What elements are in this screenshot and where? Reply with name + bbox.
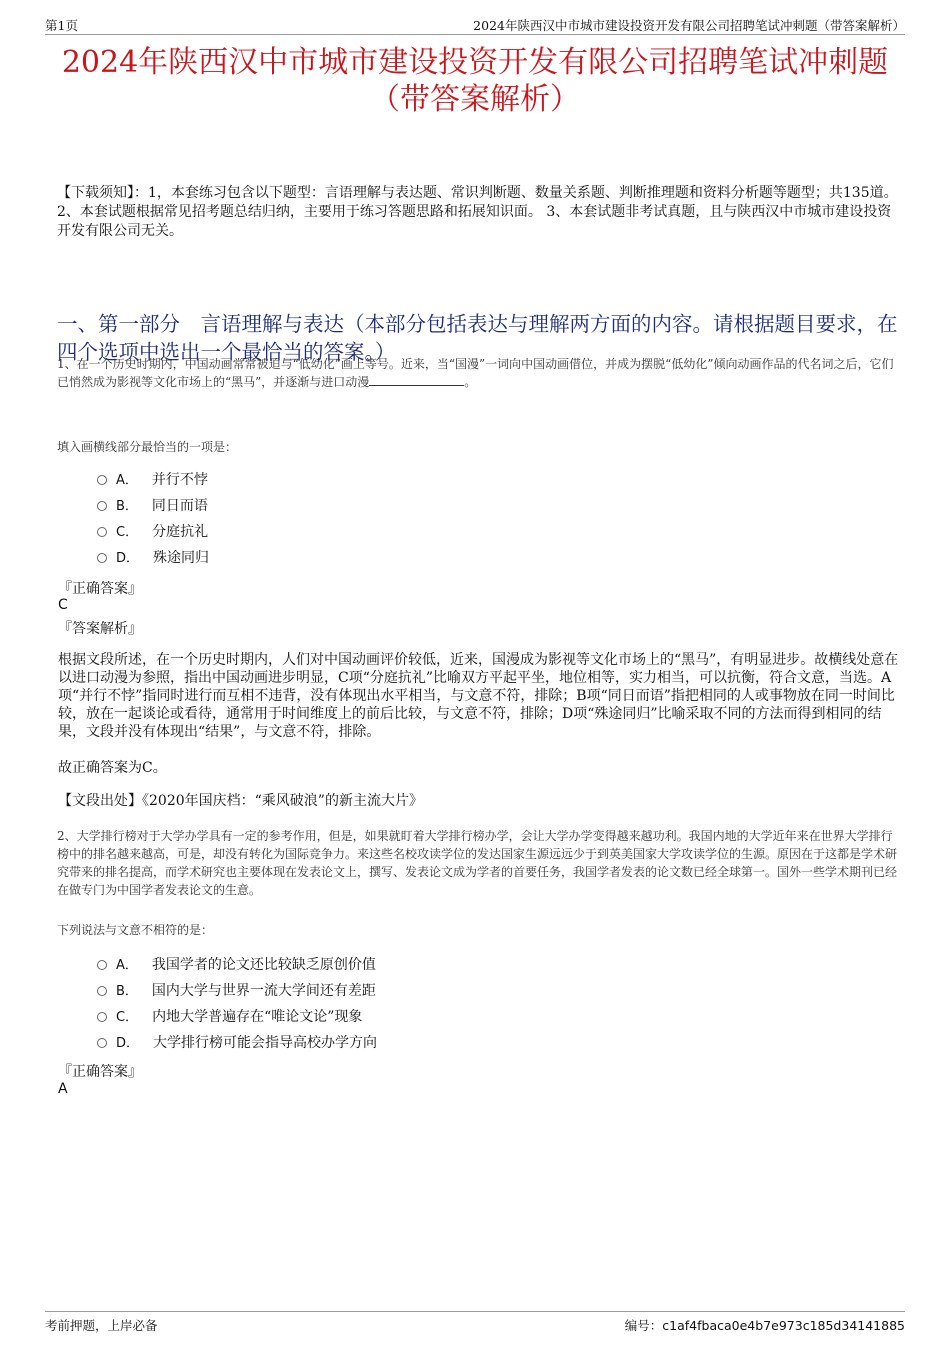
q1-option-a[interactable] xyxy=(97,470,208,490)
footer-code xyxy=(625,1316,905,1334)
option-letter: B． xyxy=(116,499,138,514)
title-line-1: 2024年陕西汉中市城市建设投资开发有限公司招聘笔试冲刺题 xyxy=(61,45,889,80)
question-1-text xyxy=(57,355,902,391)
q2-answer: A xyxy=(58,1081,68,1097)
q2-option-d[interactable] xyxy=(97,1033,377,1053)
radio-icon[interactable] xyxy=(97,1012,107,1022)
document-title xyxy=(40,44,910,118)
q1-answer-label: 『正确答案』 xyxy=(58,581,142,597)
q1-source: 【文段出处】《2020年国庆档：“乘风破浪”的新主流大片》 xyxy=(58,793,423,809)
q1-conclusion: 故正确答案为C。 xyxy=(58,760,167,776)
footer-code-label: 编号： xyxy=(624,1318,663,1333)
download-notice: 【下载须知】：1，本套练习包含以下题型：言语理解与表达题、常识判断题、数量关系题、判断推理题和资料分析题等题型；共135道。 2、本套试题根据常见招考题总结归纳，主要用于练习答题思路和拓展知识面。 3、本套试题非考试真题，且与陕西汉中市城市建设投资开发有限公司无关。 xyxy=(57,185,898,239)
option-letter: A． xyxy=(116,473,138,488)
answer-blank xyxy=(369,373,464,386)
question-2-prompt: 下列说法与文意不相符的是： xyxy=(57,923,214,937)
option-letter: D． xyxy=(116,551,140,566)
section-heading: 一、第一部分 言语理解与表达（本部分包括表达与理解两方面的内容。请根据题目要求，在四个选项中选出一个最恰当的答案。） xyxy=(57,312,898,364)
q1-answer: C xyxy=(58,597,68,613)
q1-analysis: 根据文段所述，在一个历史时期内，人们对中国动画评价较低，近来，国漫成为影视等文化市场上的“黑马”，有明显进步。故横线处意在以进口动漫为参照，指出中国动画进步明显，C项“分庭抗礼”比喻双方平起平坐，地位相等，实力相当，可以抗衡，符合文意，当选。A项“并行不悖”指同时进行而互相不违背，没有体现出水平相当，与文意不符，排除；B项“同日而语”指把相同的人或事物放在同一时间比较，放在一起谈论或看待，通常用于时间维度上的前后比较，与文意不符，排除；D项“殊途同归”比喻采取不同的方法而得到相同的结果，文段并没有体现出“结果”，与文意不符，排除。 xyxy=(58,652,899,740)
q1-option-c[interactable] xyxy=(97,522,208,542)
question-2-text: 2、大学排行榜对于大学办学具有一定的参考作用，但是，如果就盯着大学排行榜办学，会让大学办学变得越来越功利。我国内地的大学近年来在世界大学排行榜中的排名越来越高，可是，却没有转化为国际竞争力。来这些名校攻读学位的发达国家生源远远少于到英美国家大学攻读学位的生源。原因在于这都是学术研究带来的排名提高，而学术研究也主要体现在发表论文上，撰写、发表论文成为学者的首要任务，我国学者发表的论文数已经全球第一。国外一些学术期刊已经在做专门为中国学者发表论文的生意。 xyxy=(57,829,898,897)
radio-icon[interactable] xyxy=(97,553,107,563)
page-header xyxy=(45,14,905,35)
option-letter: C． xyxy=(116,1010,139,1025)
question-1-end: 。 xyxy=(464,375,477,389)
option-letter: B． xyxy=(116,984,138,999)
option-text: 并行不悖 xyxy=(151,472,208,488)
radio-icon[interactable] xyxy=(97,475,107,485)
q2-option-a[interactable] xyxy=(97,955,376,975)
option-text: 我国学者的论文还比较缺乏原创价值 xyxy=(151,957,376,973)
q1-analysis-label: 『答案解析』 xyxy=(58,621,142,637)
option-text: 殊途同归 xyxy=(153,550,210,566)
radio-icon[interactable] xyxy=(97,1038,107,1048)
option-text: 大学排行榜可能会指导高校办学方向 xyxy=(153,1035,378,1051)
option-text: 国内大学与世界一流大学间还有差距 xyxy=(151,983,376,999)
option-letter: D． xyxy=(116,1036,140,1051)
q2-option-c[interactable] xyxy=(97,1007,362,1027)
q1-option-b[interactable] xyxy=(97,496,208,516)
q1-option-d[interactable] xyxy=(97,548,209,568)
page-number: 第1页 xyxy=(45,18,78,33)
option-text: 内地大学普遍存在“唯论文论”现象 xyxy=(152,1009,363,1025)
q2-answer-label: 『正确答案』 xyxy=(58,1064,142,1080)
page-footer xyxy=(45,1311,905,1334)
option-letter: A． xyxy=(116,958,138,973)
q2-option-b[interactable] xyxy=(97,981,376,1001)
option-text: 同日而语 xyxy=(151,498,208,514)
footer-code-value: c1af4fbaca0e4b7e973c185d34141885 xyxy=(662,1318,905,1333)
radio-icon[interactable] xyxy=(97,986,107,996)
radio-icon[interactable] xyxy=(97,501,107,511)
header-doc-title: 2024年陕西汉中市城市建设投资开发有限公司招聘笔试冲刺题（带答案解析） xyxy=(473,18,905,33)
option-letter: C． xyxy=(116,525,139,540)
question-1-body: 1、在一个历史时期内，中国动画常常被迫与“低幼化”画上等号。近来，当“国漫”一词向中国动画借位，并成为摆脱“低幼化”倾向动画作品的代名词之后，它们已悄然成为影视等文化市场上的“黑马”，并逐渐与进口动漫 xyxy=(57,357,894,389)
option-text: 分庭抗礼 xyxy=(152,524,209,540)
footer-slogan: 考前押题，上岸必备 xyxy=(45,1318,158,1333)
title-line-2: （带答案解析） xyxy=(370,82,580,117)
radio-icon[interactable] xyxy=(97,527,107,537)
question-1-prompt: 填入画横线部分最恰当的一项是： xyxy=(57,440,238,454)
radio-icon[interactable] xyxy=(97,960,107,970)
